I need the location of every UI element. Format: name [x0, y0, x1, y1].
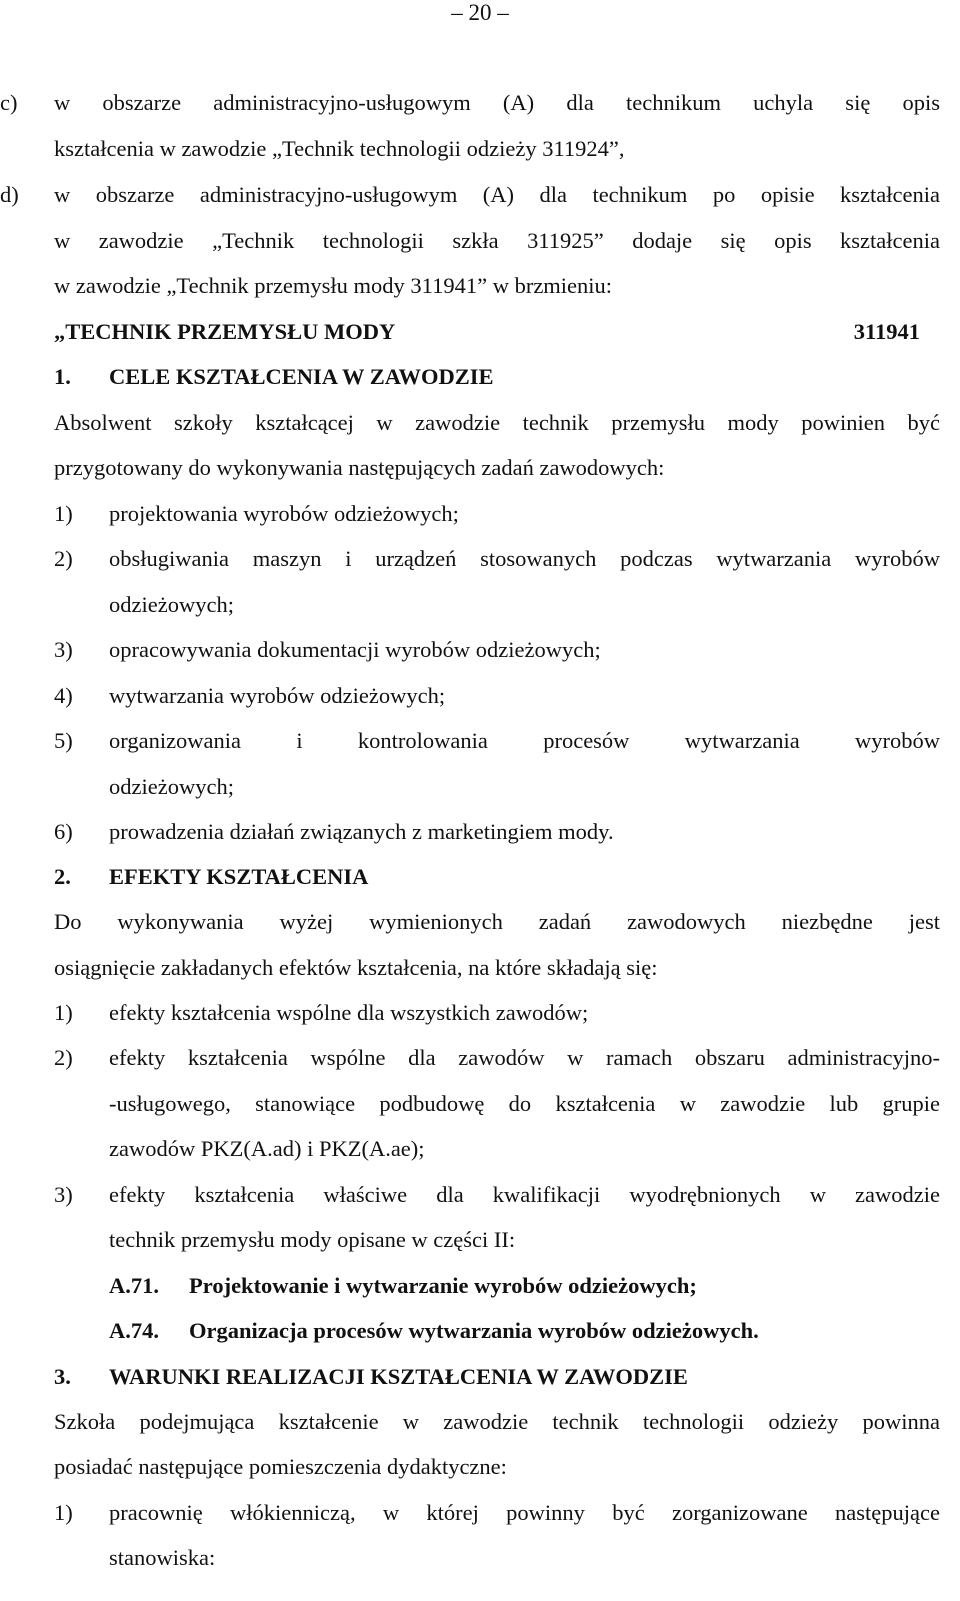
section-number: 3.	[54, 1364, 71, 1389]
list-item: projektowania wyrobów odzieżowych;	[109, 501, 459, 526]
section-heading: WARUNKI REALIZACJI KSZTAŁCENIA W ZAWODZIE	[109, 1364, 688, 1389]
item-c-label: c)	[0, 90, 18, 115]
section-intro: przygotowany do wykonywania następujących zadań zawodowych:	[54, 455, 665, 480]
section-heading: EFEKTY KSZTAŁCENIA	[109, 864, 369, 889]
list-number: 1)	[54, 501, 73, 526]
item-d-label: d)	[0, 182, 19, 207]
list-number: 6)	[54, 819, 73, 844]
list-item: prowadzenia działań związanych z marketingiem mody.	[109, 819, 614, 844]
section-intro: osiągnięcie zakładanych efektów kształcenia, na które składają się:	[54, 955, 658, 980]
list-item: technik przemysłu mody opisane w części II:	[109, 1227, 516, 1252]
list-item: -usługowego, stanowiące podbudowę do kształcenia w zawodzie lub grupie	[109, 1091, 940, 1116]
section-intro: Absolwent szkoły kształcącej w zawodzie technik przemysłu mody powinien być	[54, 410, 940, 435]
section-heading: CELE KSZTAŁCENIA W ZAWODZIE	[109, 364, 494, 389]
list-number: 5)	[54, 728, 73, 753]
item-c-line: kształcenia w zawodzie „Technik technologii odzieży 311924”,	[54, 136, 625, 161]
section-number: 2.	[54, 864, 71, 889]
qualification-code: A.74.	[109, 1318, 159, 1343]
qualification-code: A.71.	[109, 1273, 159, 1298]
list-number: 1)	[54, 1000, 73, 1025]
list-item: odzieżowych;	[109, 592, 234, 617]
list-item: efekty kształcenia właściwe dla kwalifikacji wyodrębnionych w zawodzie	[109, 1182, 940, 1207]
list-number: 2)	[54, 1045, 73, 1070]
list-item: organizowania i kontrolowania procesów wytwarzania wyrobów	[109, 728, 940, 753]
list-item: opracowywania dokumentacji wyrobów odzieżowych;	[109, 637, 601, 662]
item-d-line: w zawodzie „Technik przemysłu mody 311941” w brzmieniu:	[54, 273, 613, 298]
list-item: zawodów PKZ(A.ad) i PKZ(A.ae);	[109, 1136, 425, 1161]
list-number: 4)	[54, 683, 73, 708]
item-d-line: w zawodzie „Technik technologii szkła 311925” dodaje się opis kształcenia	[54, 228, 940, 253]
qualification-name: Projektowanie i wytwarzanie wyrobów odzieżowych;	[189, 1273, 697, 1298]
list-number: 1)	[54, 1500, 73, 1525]
list-item: pracownię włókienniczą, w której powinny być zorganizowane następujące	[109, 1500, 940, 1525]
profession-code: 311941	[853, 319, 920, 344]
list-number: 2)	[54, 546, 73, 571]
list-item: odzieżowych;	[109, 774, 234, 799]
section-intro: posiadać następujące pomieszczenia dydaktyczne:	[54, 1454, 507, 1479]
section-intro: Szkoła podejmująca kształcenie w zawodzie technik technologii odzieży powinna	[54, 1409, 940, 1434]
item-d-line: w obszarze administracyjno-usługowym (A) dla technikum po opisie kształcenia	[54, 182, 940, 207]
profession-title: „TECHNIK PRZEMYSŁU MODY	[54, 319, 396, 344]
list-item: efekty kształcenia wspólne dla zawodów w ramach obszaru administracyjno-	[109, 1045, 940, 1070]
list-item: stanowiska:	[109, 1545, 216, 1570]
section-number: 1.	[54, 364, 71, 389]
qualification-name: Organizacja procesów wytwarzania wyrobów odzieżowych.	[189, 1318, 759, 1343]
list-item: obsługiwania maszyn i urządzeń stosowanych podczas wytwarzania wyrobów	[109, 546, 940, 571]
item-c-line: w obszarze administracyjno-usługowym (A) dla technikum uchyla się opis	[54, 90, 940, 115]
list-item: wytwarzania wyrobów odzieżowych;	[109, 683, 446, 708]
list-item: efekty kształcenia wspólne dla wszystkich zawodów;	[109, 1000, 589, 1025]
list-number: 3)	[54, 637, 73, 662]
list-number: 3)	[54, 1182, 73, 1207]
page-number: – 20 –	[451, 0, 509, 25]
section-intro: Do wykonywania wyżej wymienionych zadań zawodowych niezbędne jest	[54, 909, 940, 934]
